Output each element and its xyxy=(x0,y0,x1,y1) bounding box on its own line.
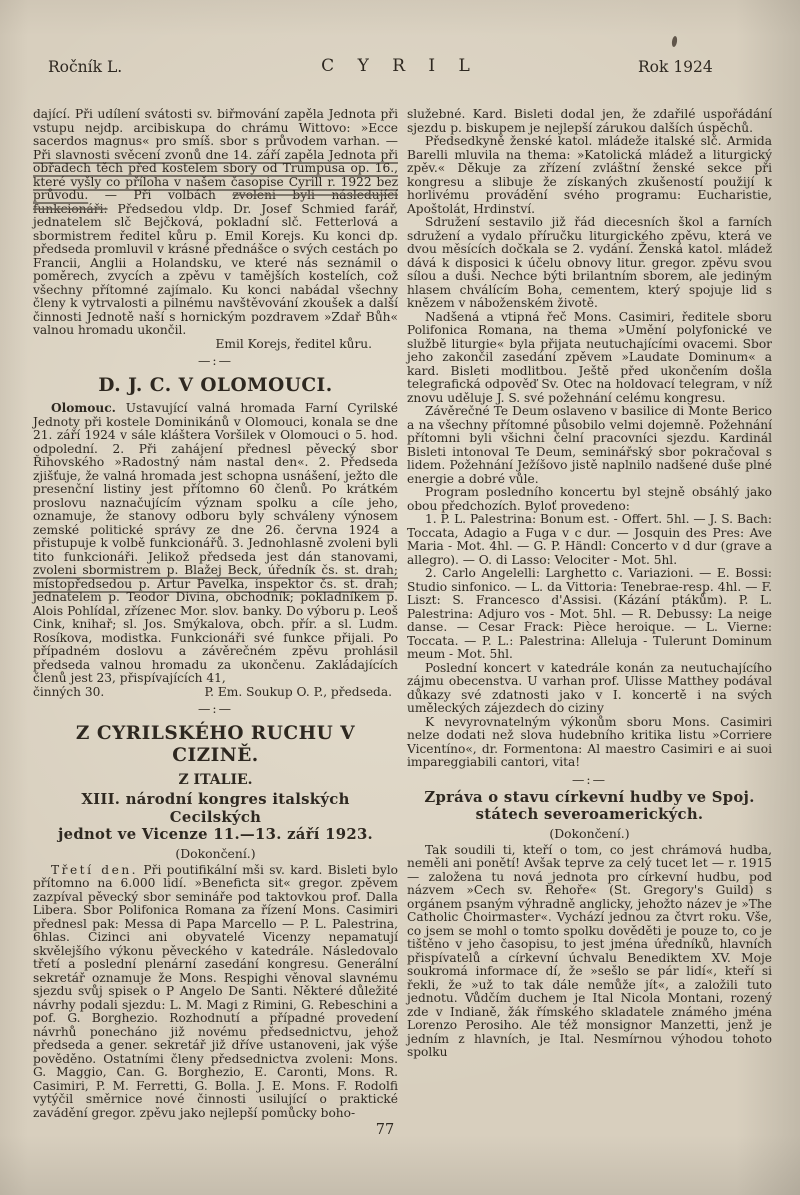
pen-underline-segment: Při slavnosti svěcení zvonů dne 14. září zapěla Jednota při obřadech těch před kostelem sbory od Trumpusa op. 16., které vyšly co příloha v našem časopise Cyrill r. 1922 bez průvodu. xyxy=(33,147,398,202)
spaced-lead: Třetí den. xyxy=(51,862,139,877)
ink-blot xyxy=(671,36,678,48)
signature: Emil Korejs, ředitel kůru. xyxy=(215,336,372,351)
paragraph xyxy=(33,402,398,686)
separator: —:— xyxy=(198,701,233,716)
section-heading: D. J. C. V OLOMOUCI. xyxy=(98,375,333,396)
right-column xyxy=(407,108,772,1120)
subsection-heading: Z ITALIE. xyxy=(178,772,253,788)
paragraph xyxy=(407,108,772,135)
text-segment: Sdružení sestavilo již řád diecesních škol a farních sdružení a vydalo příručku liturgického zpěvu, která ve dvou měsících dočkala se 2. vydání. Ženská katol. mládež dává k disposici k účelu obnovy litur. gregor. zpěvu svou sílou a duši. Nechce býti brilantním sborem, ale jediným hlasem chválícím Boha, cementem, který spojuje lid s knězem v náboženském životě. xyxy=(407,215,772,310)
text-segment: Předsedou vldp. Dr. Josef Schmied farář, jednatelem slč Bejčková, pokladní slč. Fetterlová a sbormistrem ředitel kůru p. Emil Korejs. Ku konci dp. předseda promluvil v krásné přednášce o svých cestách po Francii, Anglii a Holandsku, ve které nás seznámil o poměrech, zvycích a zpěvu v tamějších kostelích, což všechny přítomné zajímalo. Ku konci nabádal všechny členy k vytrvalosti a pilnému navštěvování zkoušek a další činnosti Jednotě naší s hornickým pozdravem »Zdař Bůh« valnou hromadu ukončil. xyxy=(33,201,398,337)
text-segment: Nadšená a vtipná řeč Mons. Casimiri, ředitele sboru Polifonica Romana, na thema »Umění polyfonické ve službě liturgie« byla přijata neutuchajícími ovacemi. Sbor jeho zakončil zasedání zpěvem »Laudate Dominum« a kard. Bisleti modlitbou. Ještě před ukončením došla telegrafická odpověď Sv. Otec na holdovací telegram, v níž znovu uděluje J. S. své požehnání celému kongresu. xyxy=(407,309,772,405)
text-segment: 2. Carlo Angelelli: Larghetto c. Variazioni. — E. Bossi: Studio sinfonico. — L. da Vittoria: Tenebrae-resp. 4hl. — F. Liszt: S. Francesco d'Assisi. (Kázání ptákům). P. L. Palestrina: Adjuro vos - Mot. 5hl. — R. Debussy: La neige danse. — Cesar Frack: Pièce heroique. — L. Vierne: Toccata. — P. L.: Palestrina: Alleluja - Tulerunt Dominum meum - Mot. 5hl. xyxy=(407,566,772,661)
paragraph xyxy=(407,716,772,770)
paragraph xyxy=(407,216,772,311)
journal-title: C Y R I L xyxy=(321,56,479,76)
text-segment: dající. Při udílení svátosti sv. biřmování zapěla Jednota při vstupu nejdp. arcibiskupa do chrámu Wittovo: »Ecce sacerdos magnus« pro smíš. sbor s průvodem varhan. — xyxy=(33,107,398,148)
paragraph xyxy=(407,311,772,406)
text-columns xyxy=(33,108,772,1120)
text-segment: — Při volbách xyxy=(88,188,233,202)
article-title: Zpráva o stavu církevní hudby ve Spoj. státech severoamerických. xyxy=(424,788,755,823)
paragraph xyxy=(407,486,772,513)
signature-right: P. Em. Soukup O. P., předseda. xyxy=(204,684,392,699)
article-title: XIII. národní kongres italských Cecilských jednot ve Vicenze 11.—13. září 1923. xyxy=(57,791,373,843)
text-segment: Při poutifikální mši sv. kard. Bisleti bylo přítomno na 6.000 lidí. »Beneficta sit« gregor. zpěvem zazpíval pěvecký sbor semináře pod taktovkou prof. Dalla Libera. Sbor Polifonica Romana za řízení Mons. Casimiri přednesl pak: Messa di Papa Marcello — P. L. Palestrina, 6hlas. Cizinci ani obyvatelé Vicenzy nepamatují skvělejšího výkonu pěveckého v katedrále. Následovalo třetí a poslední plenární zasedání kongresu. Generální sekretář oznamuje že Mons. Respighi věnoval slavnému sjezdu svůj spisek o P Angelo De Santi. Některé důležité návrhy podali sjezdu: L. M. Magi z Rimini, G. Rebeschini a pof. G. Borghezio. Rozhodnutí a případné provedení návrhů ponecháno již novému předsednictvu, jehož předseda a gener. sekretář již dříve ustanoveni, jak výše pověděno. Ostatními členy předsednictva zvoleni: Mons. G. Maggio, Can. G. Borghezio, E. Caronti, Mons. R. Casimiri, P. M. Ferretti, G. Bolla. J. E. Mons. F. Rodolfi vytýčil směrnice nové činnosti usilující o praktické zavádění gregor. zpěvu jako nejlepší pomůcky boho- xyxy=(33,862,399,1120)
separator: —:— xyxy=(198,353,233,368)
text-segment: Předsedkyně ženské katol. mládeže italské slč. Armida Barelli mluvila na thema: »Katolická mládež a liturgický zpěv.« Děkuje za zřízení zvláštní ženské sekce při kongresu a slibuje že získaných zkušeností použijí k horlivému provádění svého programu: Eucharistie, Apoštolát, Hrdinství. xyxy=(407,134,772,216)
continuation-note: (Dokončení.) xyxy=(549,825,630,841)
page-number: 77 xyxy=(375,1122,395,1138)
paragraph xyxy=(407,844,772,1060)
section-heading: Z CYRILSKÉHO RUCHU V CIZINĚ. xyxy=(75,723,356,766)
text-segment: ; jednatelem p. Teodor Divina, obchodník; pokladníkem p. Alois Pohlídal, zřízenec Mor. slov. banky. Do výboru p. Leoš Cink, knihař; sl. Jos. Smýkalova, obch. přír. a sl. Ludm. Rosíkova, modistka. Funkcionáři své funkce přijali. Po případném doslovu a závěrečném zpěvu prohlásil předseda valnou hromadu za ukončenu. Zakládajících členů jest 23, přispívajících 41, xyxy=(33,576,398,685)
continuation-note: (Dokončení.) xyxy=(175,845,256,861)
paragraph xyxy=(407,135,772,216)
text-segment: Ustavující valná hromada Farní Cyrilské Jednoty při kostele Dominikánů v Olomouci, konala se dne 21. září 1924 v sále kláštera Voršilek v Olomouci o 5. hod. odpolední. 2. Při zahájení přednesl pěvecký sbor Řihovského »Radostný nám nastal den«. 2. Předseda zjišťuje, že valná hromada jest schopna usnášení, ježto dle presenční listiny jest přítomno 60 členů. Po krátkém proslovu naznačujícím význam spolku a cíle jeho, oznamuje, že stanovy odboru byly schváleny výnosem zemské politické správy ze dne 26. června 1924 a přistupuje k volbě funkcionářů. 3. Jednohlasně zvoleni byli tito funkcionáři. Jelikož předseda jest dán stanovami, xyxy=(33,401,398,564)
paragraph xyxy=(407,513,772,567)
text-segment: Poslední koncert v katedrále konán za neutuchajícího zájmu obecenstva. U varhan prof. Ulisse Matthey podával důkazy své zdatnosti jako v I. koncertě i na svých uměleckých zájezdech do ciziny xyxy=(407,660,772,715)
volume-label: Ročník L. xyxy=(48,58,123,76)
bold-lead: Olomouc. xyxy=(51,401,116,415)
paragraph xyxy=(407,405,772,486)
text-segment: služebné. Kard. Bisleti dodal jen, že zdařilé uspořádání sjezdu p. biskupem je nejlepší zárukou dalších úspěchů. xyxy=(407,107,772,135)
text-segment: Program posledního koncertu byl stejně obsáhlý jako obou předchozích. Byloť provedeno: xyxy=(407,485,772,513)
text-segment: 1. P. L. Palestrina: Bonum est. - Offert. 5hl. — J. S. Bach: Toccata, Adagio a Fuga v c dur. — Josquin des Pres: Ave Maria - Mot. 4hl. — G. P. Händl: Concerto v d dur (grave a allegro). — O. di Lasso: Velociter - Mot. 5hl. xyxy=(407,512,772,567)
left-column xyxy=(33,108,398,1120)
paragraph xyxy=(33,108,398,338)
text-segment: K nevyrovnatelným výkonům sboru Mons. Casimiri nelze dodati než slova hudebního kritika listu »Corriere Vicentíno«, dr. Formentona: Al maestro Casimiri e ai suoi impareggiabili cantori, vita! xyxy=(407,714,772,769)
separator: —:— xyxy=(572,771,607,787)
paragraph xyxy=(407,662,772,716)
text-segment: Tak soudili ti, kteří o tom, co jest chrámová hudba, neměli ani ponětí! Avšak teprve za celý tucet let — r. 1915 — založena tu nová jednota pro církevní hudbu, pod názvem »Cech sv. Řehoře« (St. Gregory's Guild) s orgánem psaným výhradně anglicky, jehožto název je »The Catholic Choirmaster«. Vychází jednou za čtvrt roku. Vše, co jsem se mohl o tomto spolku dověděti je pouze to, co je tištěno v jeho časopisu, to jest jména úředníků, hlavních přispívatelů a církevní úchvalu Benediktem XV. Moje soukromá informace dí, že »sešlo se pár lidí«, kteří si řekli, že »už to tak dále nemůže jít«, a založili tuto jednotu. Vůdčím duchem je Ital Nicola Montani, rozený zde v Indianě, žák římského skladatele známého jména Lorenzo Perosiho. Ale též monsignor Manzetti, jenž je jedním z hlavních, je Ital. Nesmírnou výhodou tohoto spolku xyxy=(407,842,772,1059)
year-label: Rok 1924 xyxy=(638,58,713,76)
signature-left: činných 30. xyxy=(33,684,105,699)
pen-underline-segment: zvoleni sbormistrem p. Blažej Beck, úředník čs. st. drah; místopředsedou p. Artur Pavelka, inspektor čs. st. drah xyxy=(33,563,398,591)
text-segment: Závěrečné Te Deum oslaveno v basilice di Monte Berico a na všechny přítomné působilo velmi dojemně. Požehnání přítomni byli všichni čelní pracovníci sjezdu. Kardinál Bisleti intonoval Te Deum, seminářský sbor pokračoval s lidem. Požehnání Ježíšovo jistě naplnilo nadšené duše plné energie a dobré vůle. xyxy=(407,404,772,486)
signature xyxy=(33,686,398,700)
paragraph xyxy=(407,567,772,662)
paragraph xyxy=(33,864,398,1121)
pen-strike-segment: zvoleni byli následující funkcionáři: xyxy=(33,188,398,216)
